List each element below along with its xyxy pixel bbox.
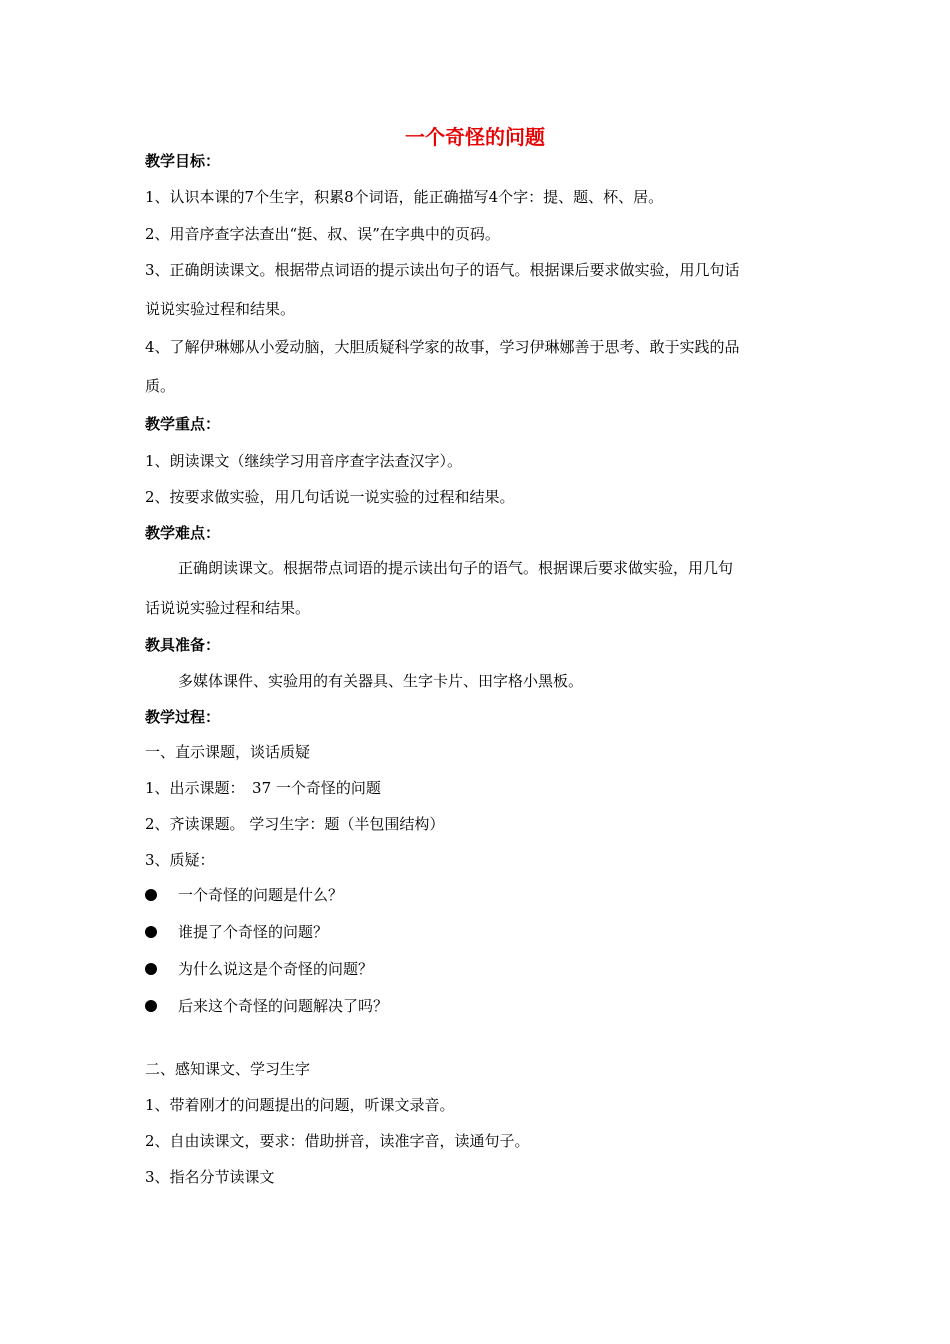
- difficulty-item: 话说说实验过程和结果。: [145, 599, 311, 617]
- goal-item: 2、用音序查字法查出“挺、叔、误”在字典中的页码。: [145, 225, 500, 243]
- goal-item: 质。: [145, 377, 176, 395]
- process-item: 2、自由读课文，要求：借助拼音，读准字音，读通句子。: [145, 1132, 530, 1150]
- bullet-dot: [145, 926, 157, 938]
- process-item: 1、带着刚才的问题提出的问题，听课文录音。: [145, 1096, 455, 1114]
- materials-heading: 教具准备：: [145, 636, 221, 654]
- process-heading: 教学过程：: [145, 708, 221, 726]
- bullet-dot: [145, 963, 157, 975]
- key-points-heading: 教学重点：: [145, 415, 221, 433]
- key-point-item: 1、朗读课文（继续学习用音序查字法查汉字）。: [145, 452, 463, 470]
- bullet-item: 一个奇怪的问题是什么？: [178, 886, 344, 904]
- goal-item: 3、正确朗读课文。根据带点词语的提示读出句子的语气。根据课后要求做实验，用几句话: [145, 261, 740, 279]
- process-item: 3、质疑：: [145, 851, 215, 869]
- process-part1-title: 一、直示课题，谈话质疑: [145, 743, 311, 761]
- goal-item: 说说实验过程和结果。: [145, 300, 296, 318]
- bullet-dot: [145, 889, 157, 901]
- difficulty-item: 正确朗读课文。根据带点词语的提示读出句子的语气。根据课后要求做实验，用几句: [178, 559, 734, 577]
- materials-text: 多媒体课件、实验用的有关器具、生字卡片、田字格小黑板。: [178, 672, 584, 690]
- goal-item: 1、认识本课的7个生字，积累8个词语，能正确描写4个字：提、题、杯、居。: [145, 188, 664, 206]
- bullet-item: 谁提了个奇怪的问题？: [178, 923, 329, 941]
- process-part2-title: 二、感知课文、学习生字: [145, 1060, 311, 1078]
- bullet-dot: [145, 1000, 157, 1012]
- document-title: 一个奇怪的问题: [405, 125, 545, 149]
- goal-item: 4、了解伊琳娜从小爱动脑，大胆质疑科学家的故事，学习伊琳娜善于思考、敢于实践的品: [145, 338, 740, 356]
- process-item: 1、出示课题： 37 一个奇怪的问题: [145, 779, 381, 797]
- key-point-item: 2、按要求做实验，用几句话说一说实验的过程和结果。: [145, 488, 515, 506]
- bullet-item: 为什么说这是个奇怪的问题？: [178, 960, 374, 978]
- bullet-item: 后来这个奇怪的问题解决了吗？: [178, 997, 389, 1015]
- goals-heading: 教学目标：: [145, 152, 221, 170]
- process-item: 2、齐读课题。 学习生字：题（半包围结构）: [145, 815, 445, 833]
- difficulties-heading: 教学难点：: [145, 524, 221, 542]
- process-item: 3、指名分节读课文: [145, 1168, 275, 1186]
